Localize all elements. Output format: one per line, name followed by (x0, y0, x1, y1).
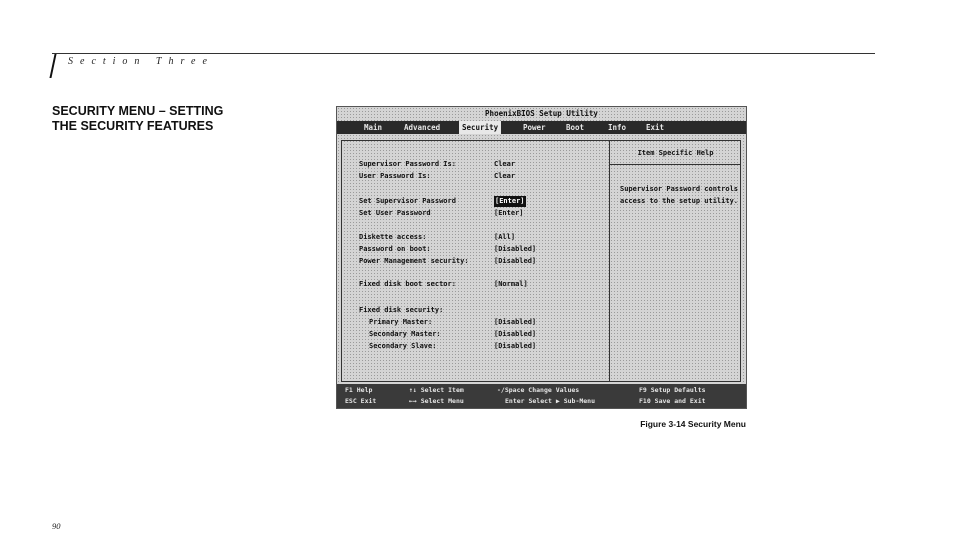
heading-line-1: SECURITY MENU – SETTING (52, 104, 224, 118)
footer-sub-menu-key: Enter Select ▶ Sub-Menu (505, 397, 596, 405)
bios-help-panel (609, 141, 741, 381)
bios-menu-security[interactable]: Security (459, 121, 501, 134)
footer-select-menu-key: ←→ Select Menu (409, 397, 464, 405)
bios-menu-main[interactable]: Main (364, 123, 383, 132)
row-value: Clear (494, 160, 516, 168)
row-label: User Password Is: (359, 172, 431, 180)
bios-menu-bar (337, 121, 746, 134)
row-label: Set Supervisor Password (359, 197, 456, 205)
row-value[interactable]: [Disabled] (494, 318, 537, 326)
row-value[interactable]: [Disabled] (494, 342, 537, 350)
bios-title: PhoenixBIOS Setup Utility (485, 109, 598, 118)
footer-change-values-key: -/Space Change Values (497, 386, 580, 394)
row-value[interactable]: [All] (494, 233, 516, 241)
bios-menu-advanced[interactable]: Advanced (404, 123, 441, 132)
section-tick-mark (49, 54, 56, 78)
footer-setup-defaults-key: F9 Setup Defaults (639, 386, 706, 394)
row-value[interactable]: [Disabled] (494, 245, 537, 253)
footer-select-item-key: ↑↓ Select Item (409, 386, 464, 394)
bios-screenshot (336, 106, 747, 409)
bios-menu-boot[interactable]: Boot (566, 123, 585, 132)
section-label: Section Three (68, 56, 214, 67)
bios-menu-info[interactable]: Info (608, 123, 627, 132)
row-label: Fixed disk security: (359, 306, 444, 314)
figure-caption: Figure 3-14 Security Menu (640, 419, 746, 429)
row-value[interactable]: [Enter] (494, 209, 524, 217)
help-text: Supervisor Password controls access to the setup utility. (620, 185, 739, 205)
row-value-selected[interactable]: [Enter] (495, 197, 525, 205)
footer-save-exit-key: F10 Save and Exit (639, 397, 706, 405)
row-value[interactable]: [Disabled] (494, 257, 537, 265)
page-heading (52, 104, 292, 134)
row-label: Power Management security: (359, 257, 469, 265)
help-title: Item Specific Help (610, 141, 741, 165)
row-value[interactable]: [Disabled] (494, 330, 537, 338)
row-label: Secondary Slave: (369, 342, 437, 350)
row-label: Secondary Master: (369, 330, 441, 338)
bios-footer (337, 384, 746, 408)
row-label: Primary Master: (369, 318, 433, 326)
footer-help-key: F1 Help (345, 386, 373, 394)
row-label: Password on boot: (359, 245, 431, 253)
row-value: Clear (494, 172, 516, 180)
row-value[interactable]: [Normal] (494, 280, 528, 288)
bios-menu-power[interactable]: Power (523, 123, 546, 132)
row-label: Set User Password (359, 209, 431, 217)
footer-exit-key: ESC Exit (345, 397, 377, 405)
bios-menu-exit[interactable]: Exit (646, 123, 665, 132)
section-rule (52, 53, 875, 54)
row-label: Diskette access: (359, 233, 427, 241)
row-label: Fixed disk boot sector: (359, 280, 456, 288)
heading-line-2: THE SECURITY FEATURES (52, 119, 214, 133)
bios-main-panel (341, 140, 741, 382)
row-label: Supervisor Password Is: (359, 160, 456, 168)
page-number: 90 (52, 521, 61, 531)
